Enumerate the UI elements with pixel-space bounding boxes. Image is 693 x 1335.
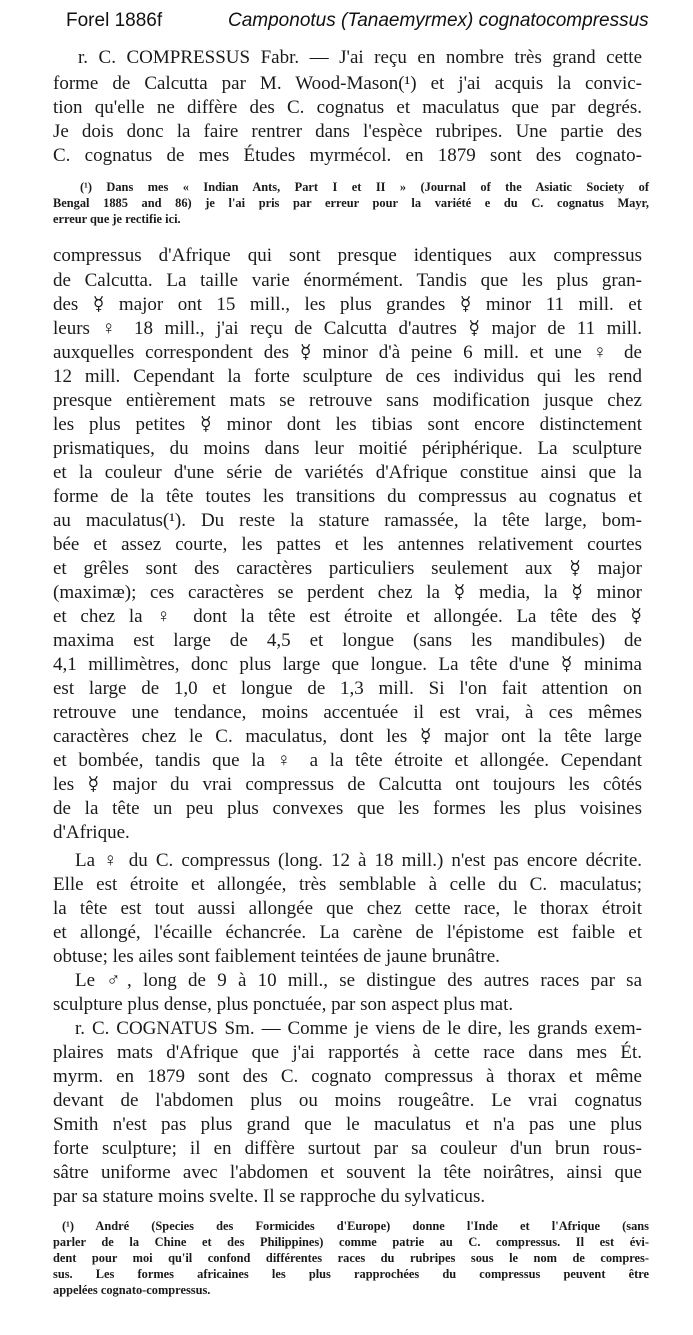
text-line: 4,1 millimètres, donc plus large que longue. La tête d'une ☿ minima (53, 654, 642, 675)
text-line: (maximæ); ces caractères se perdent chez la ☿ media, la ☿ minor (53, 582, 642, 603)
text-line: par sa stature moins svelte. Il se rapproche du sylvaticus. (53, 1186, 486, 1207)
text-line: devant de l'abdomen plus ou moins rougeâtre. Le vrai cognatus (53, 1090, 642, 1111)
text-line: des ☿ major ont 15 mill., les plus grandes ☿ minor 11 mill. et (53, 294, 642, 315)
text-line: la tête est tout aussi allongée que chez cette race, le thorax étroit (53, 898, 642, 919)
footnote-line: (¹) Dans mes « Indian Ants, Part I et II » (Journal of the Asiatic Society of (80, 180, 649, 194)
text-line: de Calcutta. La taille varie énormément. Tandis que les plus gran- (53, 270, 642, 291)
text-line: maxima est large de 4,5 et longue (sans les mandibules) de (53, 630, 642, 651)
text-line: 12 mill. Cependant la forte sculpture de ces individus qui les rend (53, 366, 642, 387)
footnote-line: parler de la Chine et des Philippines) comme patrie au C. compressus. Il est évi- (53, 1235, 649, 1249)
text-line: Le ♂, long de 9 à 10 mill., se distingue des autres races par sa (75, 970, 642, 991)
footnote-line: erreur que je rectifie ici. (53, 212, 181, 226)
footnote-line: appelées cognato-compressus. (53, 1283, 211, 1297)
text-line: obtuse; les ailes sont faiblement teintées de jaune brunâtre. (53, 946, 500, 967)
footnote-line: Bengal 1885 and 86) je l'ai pris par erreur pour la variété e du C. cognatus Mayr, (53, 196, 649, 210)
text-line: forme de la tête toutes les transitions du compressus au cognatus et (53, 486, 642, 507)
page-header (0, 8, 693, 38)
footnote-line: dent pour moi qu'il confond différentes races du rubripes sous le nom de compres- (53, 1251, 649, 1265)
header-taxon: Camponotus (Tanaemyrmex) cognatocompressus (228, 10, 649, 31)
text-line: sculpture plus dense, plus ponctuée, par son aspect plus mat. (53, 994, 514, 1015)
text-line: retrouve une tendance, moins accentuée il est vrai, à ces mêmes (53, 702, 642, 723)
text-line: et la couleur d'une série de variétés d'Afrique constitue ainsi que la (53, 462, 642, 483)
text-line: au maculatus(¹). Du reste la stature ramassée, la tête large, bom- (53, 510, 642, 531)
text-line: myrm. en 1879 sont des C. cognato compressus à thorax et même (53, 1066, 642, 1087)
text-line: de la tête un peu plus convexes que les formes les plus voisines (53, 798, 642, 819)
text-line: C. cognatus de mes Études myrmécol. en 1879 sont des cognato- (53, 145, 642, 166)
text-line: bée et assez courte, les pattes et les antennes relativement courtes (53, 534, 642, 555)
text-line: auxquelles correspondent des ☿ minor d'à peine 6 mill. et une ♀ de (53, 342, 642, 363)
text-line: prismatiques, du moins dans leur moitié périphérique. La sculpture (53, 438, 642, 459)
text-line: forte sculpture; il en diffère surtout par sa couleur d'un brun rous- (53, 1138, 642, 1159)
text-line: presque entièrement mats se retrouve sans modification jusque chez (53, 390, 642, 411)
text-line: et grêles sont des caractères particuliers seulement aux ☿ major (53, 558, 642, 579)
text-line: plaires mats d'Afrique que j'ai rapportés à cette race dans mes Ét. (53, 1042, 642, 1063)
text-line: est large de 1,0 et longue de 1,3 mill. Si l'on fait attention on (53, 678, 642, 699)
text-line: leurs ♀ 18 mill., j'ai reçu de Calcutta d'autres ☿ major de 11 mill. (53, 318, 642, 339)
text-line: forme de Calcutta par M. Wood-Mason(¹) et j'ai acquis la convic- (53, 73, 642, 94)
header-citation: Forel 1886f (66, 10, 163, 31)
text-line: et bombée, tandis que la ♀ a la tête étroite et allongée. Cependant (53, 750, 642, 771)
text-line: tion qu'elle ne diffère des C. cognatus et maculatus que par degrés. (53, 97, 642, 118)
text-line: compressus d'Afrique qui sont presque identiques aux compressus (53, 245, 642, 266)
text-line: et chez la ♀ dont la tête est étroite et allongée. La tête des ☿ (53, 606, 642, 627)
text-line: La ♀ du C. compressus (long. 12 à 18 mill.) n'est pas encore décrite. (75, 850, 642, 871)
text-line: et allongé, l'écaille échancrée. La carène de l'épistome est faible et (53, 922, 642, 943)
text-line: d'Afrique. (53, 822, 130, 843)
text-line: Smith n'est pas plus grand que le maculatus et n'a pas une plus (53, 1114, 642, 1135)
footnote-line: sus. Les formes africaines les plus rapprochées du compressus peuvent être (53, 1267, 649, 1281)
footnote-line: (¹) André (Species des Formicides d'Europe) donne l'Inde et l'Afrique (sans (62, 1219, 649, 1233)
text-line: caractères chez le C. maculatus, dont les ☿ major ont la tête large (53, 726, 642, 747)
text-line: Je dois donc la faire rentrer dans l'espèce rubripes. Une partie des (53, 121, 642, 142)
text-line: sâtre uniforme avec l'abdomen et souvent la tête noirâtres, ainsi que (53, 1162, 642, 1183)
text-line: les ☿ major du vrai compressus de Calcutta ont toujours les côtés (53, 774, 642, 795)
text-line: r. C. COMPRESSUS Fabr. — J'ai reçu en nombre très grand cette (78, 47, 642, 68)
text-line: r. C. COGNATUS Sm. — Comme je viens de le dire, les grands exem- (75, 1018, 642, 1039)
text-line: Elle est étroite et allongée, très semblable à celle du C. maculatus; (53, 874, 642, 895)
text-line: les plus petites ☿ minor dont les tibias sont encore distinctement (53, 414, 642, 435)
